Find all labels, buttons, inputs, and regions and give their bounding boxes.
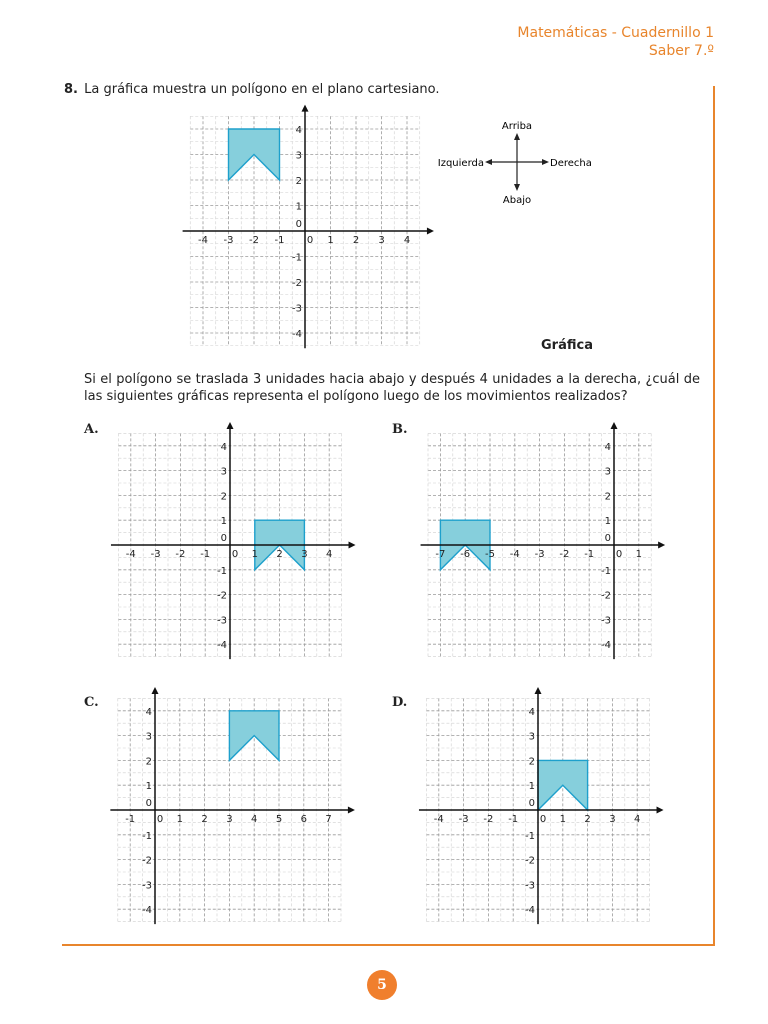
compass-right-label: Derecha	[550, 158, 592, 169]
y-tick-label: 1	[295, 201, 302, 213]
y-tick-label: -3	[217, 615, 227, 627]
y-tick-label: -4	[292, 329, 302, 340]
y-tick-label: 3	[220, 466, 227, 478]
figure-title: Gráfica	[541, 338, 593, 353]
y-tick-label: 1	[145, 781, 152, 793]
y-tick-label: -1	[601, 565, 611, 577]
x-tick-label: 1	[176, 814, 183, 825]
y-tick-label: 0	[528, 798, 535, 809]
x-tick-label: 2	[352, 235, 360, 246]
y-tick-label: 3	[145, 731, 152, 743]
y-tick-label: -1	[217, 565, 227, 577]
y-tick-label: 1	[604, 516, 611, 528]
x-tick-label: -4	[198, 235, 208, 246]
x-tick-label: 4	[634, 814, 641, 825]
x-tick-label: -5	[485, 549, 495, 560]
question-text: Si el polígono se traslada 3 unidades hacia abajo y después 4 unidades a la derecha, ¿cuál de las siguientes gráficas representa el polígono luego de los movimientos realizados?	[84, 372, 700, 404]
page-number-badge: 5	[367, 970, 397, 1000]
x-tick-label: 0	[615, 549, 623, 560]
x-tick-label: 0	[231, 549, 239, 560]
y-tick-label: 0	[604, 533, 611, 544]
x-tick-label: 0	[156, 814, 164, 825]
y-tick-label: 0	[295, 219, 302, 230]
x-tick-label: 3	[378, 235, 385, 246]
y-tick-label: 2	[145, 756, 152, 768]
x-tick-label: 2	[276, 549, 283, 560]
y-tick-label: -3	[601, 615, 611, 627]
y-tick-label: -1	[525, 830, 535, 842]
x-tick-label: 4	[403, 235, 411, 246]
option-c-label: C.	[84, 695, 99, 710]
x-axis-arrow-icon	[657, 807, 664, 814]
x-tick-label: 3	[301, 549, 308, 560]
x-tick-label: -7	[435, 549, 446, 560]
question-number: 8.	[64, 82, 78, 97]
y-tick-label: 2	[295, 176, 302, 187]
x-tick-label: -4	[509, 549, 520, 560]
y-tick-label: -3	[292, 303, 302, 315]
x-tick-label: 0	[306, 235, 314, 246]
x-tick-label: 1	[327, 235, 334, 246]
y-tick-label: -4	[217, 640, 227, 652]
x-tick-label: -6	[460, 549, 471, 560]
x-tick-label: 3	[226, 814, 233, 825]
x-tick-label: 4	[251, 814, 258, 825]
x-tick-label: -1	[508, 814, 519, 825]
y-tick-label: 1	[220, 516, 227, 528]
x-tick-label: -2	[559, 549, 570, 560]
header-subject: Matemáticas - Cuadernillo 1	[517, 25, 714, 41]
y-tick-label: 0	[145, 798, 152, 809]
y-tick-label: -4	[142, 905, 152, 917]
y-tick-label: -1	[292, 252, 302, 264]
y-tick-label: 4	[604, 441, 611, 453]
y-tick-label: -1	[142, 830, 152, 842]
option-a-label: A.	[84, 422, 99, 437]
y-tick-label: 3	[604, 466, 611, 478]
option-b-label: B.	[392, 422, 408, 437]
x-tick-label: 7	[325, 814, 332, 825]
x-tick-label: -4	[125, 549, 136, 560]
x-tick-label: -1	[125, 814, 136, 825]
y-tick-label: -2	[292, 278, 302, 289]
y-tick-label: -3	[525, 880, 535, 892]
y-tick-label: -4	[525, 905, 535, 917]
x-tick-label: 2	[201, 814, 208, 825]
x-tick-label: 1	[251, 549, 258, 560]
y-tick-label: 1	[528, 781, 535, 793]
y-tick-label: 3	[528, 731, 535, 743]
x-tick-label: -3	[150, 549, 161, 560]
y-tick-label: 4	[528, 706, 535, 718]
y-tick-label: 2	[604, 491, 611, 503]
y-tick-label: 3	[295, 150, 302, 162]
y-tick-label: 2	[528, 756, 535, 768]
x-tick-label: -2	[483, 814, 494, 825]
x-tick-label: 1	[635, 549, 642, 560]
x-tick-label: -1	[584, 549, 595, 560]
y-tick-label: 4	[145, 706, 152, 718]
y-tick-label: -3	[142, 880, 152, 892]
compass-left-label: Izquierda	[437, 158, 484, 169]
x-tick-label: 3	[609, 814, 616, 825]
y-tick-label: 0	[220, 533, 227, 544]
x-tick-label: 5	[275, 814, 283, 825]
compass-up-label: Arriba	[501, 121, 533, 132]
y-tick-label: 4	[295, 125, 302, 136]
x-tick-label: -2	[249, 235, 259, 246]
question-prompt-text: La gráfica muestra un polígono en el plano cartesiano.	[84, 82, 440, 97]
x-tick-label: 2	[584, 814, 591, 825]
x-tick-label: 0	[539, 814, 547, 825]
x-tick-label: -4	[433, 814, 444, 825]
y-tick-label: -2	[525, 855, 535, 867]
option-d-label: D.	[392, 695, 408, 710]
compass-down-label: Abajo	[502, 195, 532, 206]
x-tick-label: -1	[274, 235, 285, 246]
polygon-shape	[538, 760, 588, 810]
y-tick-label: 2	[220, 491, 227, 503]
y-tick-label: -4	[601, 640, 611, 652]
y-axis-arrow-icon	[535, 687, 542, 694]
y-tick-label: -2	[142, 855, 152, 867]
x-tick-label: 6	[300, 814, 307, 825]
x-tick-label: 1	[559, 814, 566, 825]
x-tick-label: -3	[223, 235, 234, 246]
x-tick-label: 4	[326, 549, 333, 560]
x-tick-label: -2	[175, 549, 186, 560]
x-tick-label: -3	[534, 549, 545, 560]
x-tick-label: -3	[458, 814, 469, 825]
y-tick-label: -2	[217, 590, 227, 602]
header-grade: Saber 7.º	[648, 43, 714, 59]
y-tick-label: -2	[601, 590, 611, 602]
x-tick-label: -1	[200, 549, 211, 560]
y-tick-label: 4	[220, 441, 227, 453]
